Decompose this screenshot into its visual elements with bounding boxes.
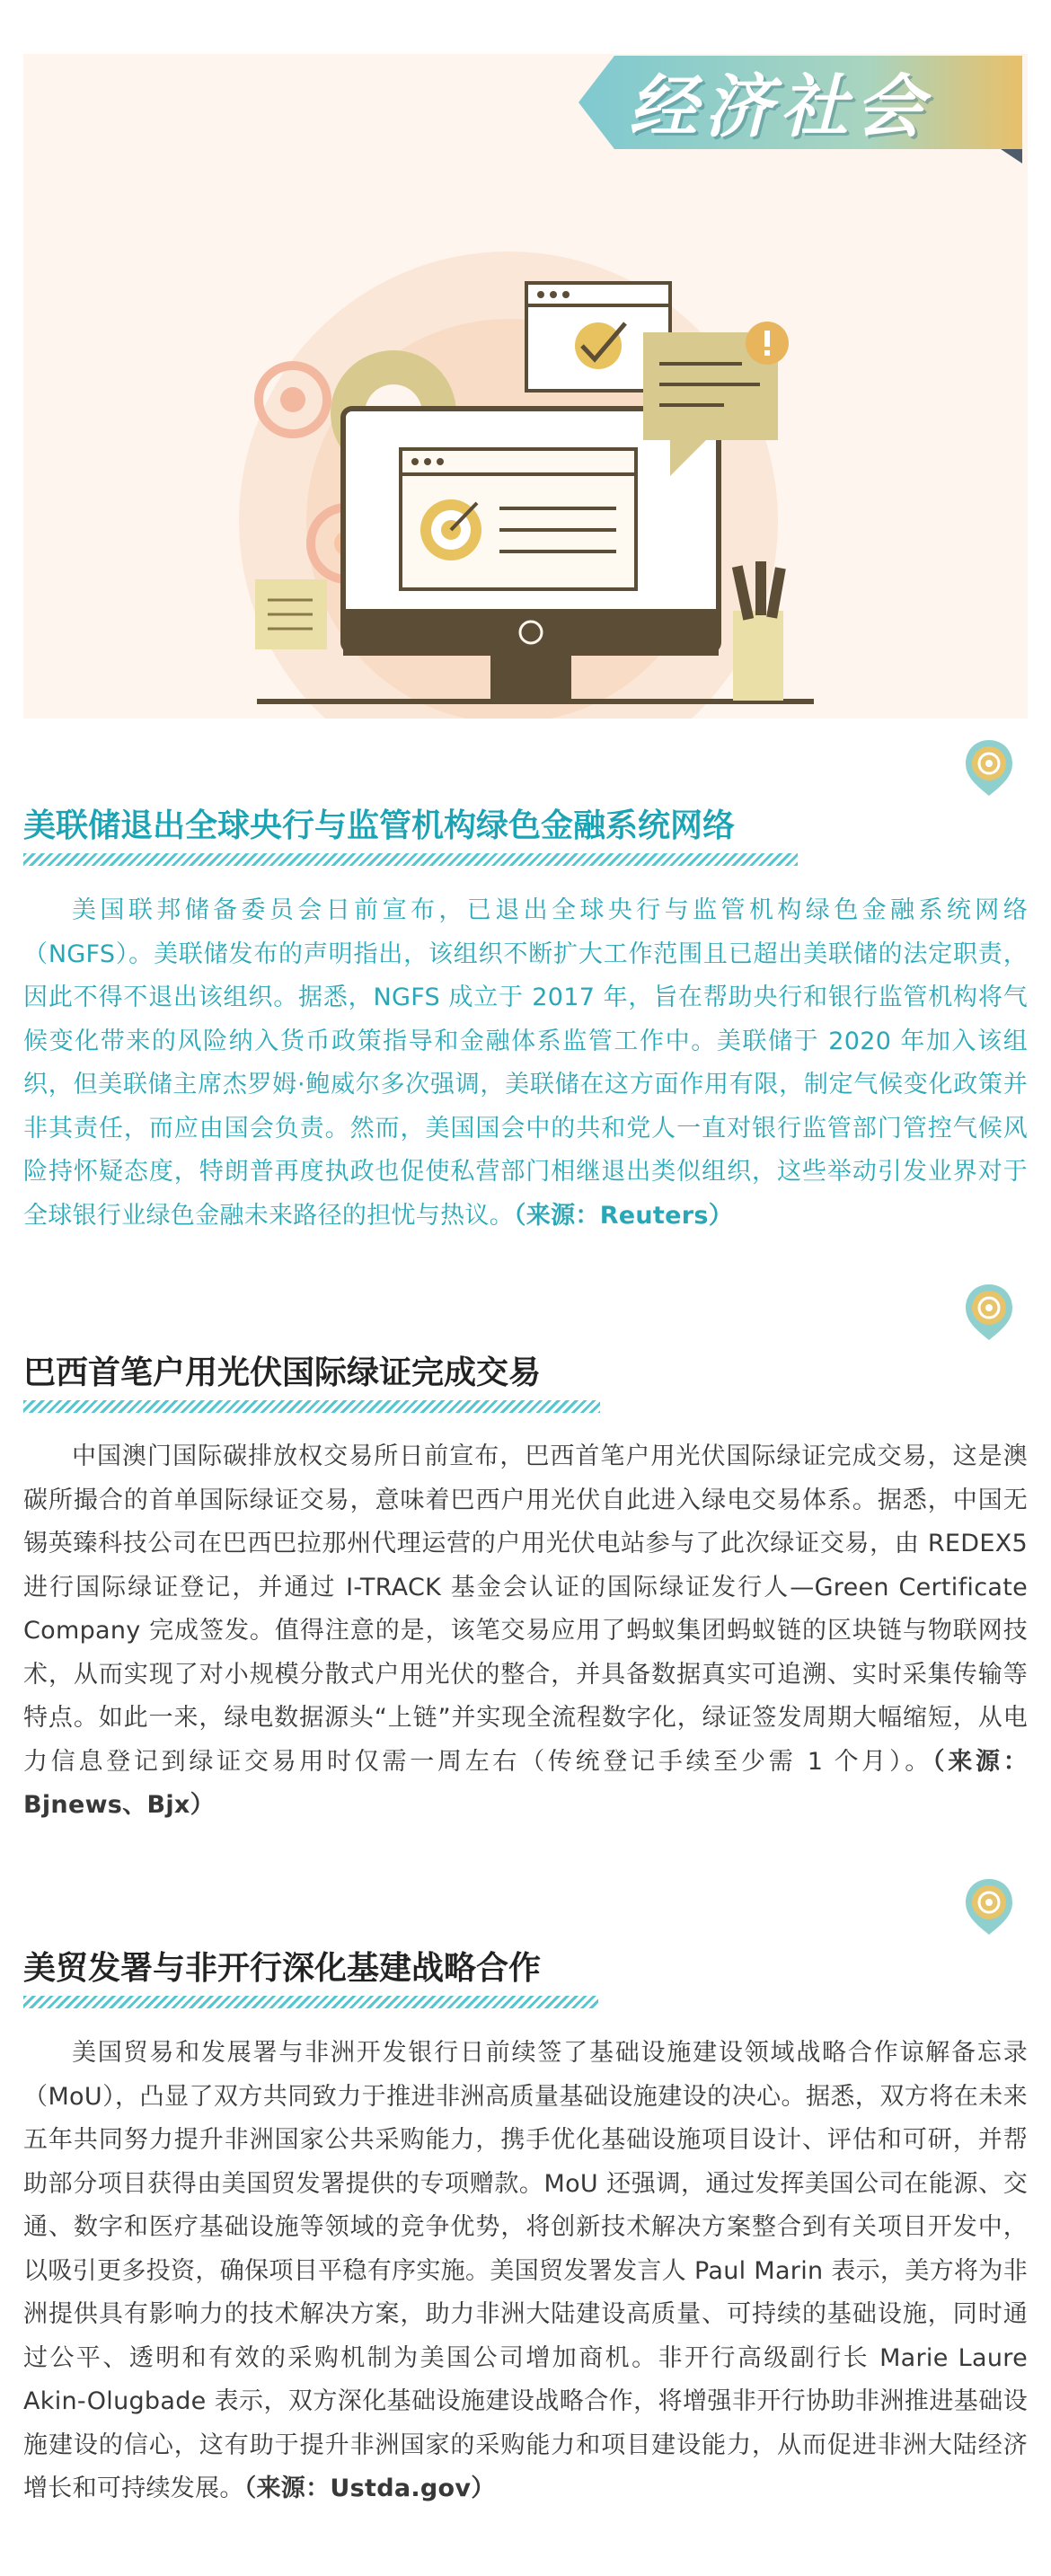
- title-underline-stripe: [23, 853, 798, 866]
- article-source: （来源：Bjnews、Bjx）: [23, 1747, 1029, 1819]
- section-label: 经济社会: [629, 66, 931, 146]
- article-source: （来源：Ustda.gov）: [243, 2475, 496, 2502]
- article-body-text: 美国贸易和发展署与非洲开发银行日前续签了基础设施建设领域战略合作谅解备忘录（MoU），凸显了双方共同致力于推进非洲高质量基础设施建设的决心。据悉，双方将在未来五年共同努力提升非洲国家公共采购能力，携手优化基础设施项目设计、评估和可研，并帮助部分项目获得由美国贸发署提供的专项赠款。MoU 还强调，通过发挥美国公司在能源、交通、数字和医疗基础设施等领域的竞争优势，将创新技术解决方案整合到有关项目开发中，以吸引更多投资，确保项目平稳有序实施。美国贸发署发言人 Paul Marin 表示，美方将为非洲提供具有影响力的技术解决方案，助力非洲大陆建设高质量、可持续的基础设施，同时通过公平、透明和有效的采购机制为美国公司增加商机。非开行高级副行长 Marie Laure Akin-Olugbade 表示，双方深化基础设施建设战略合作，将增强非开行协助非洲推进基础设施建设的信心，这有助于提升非洲国家的采购能力和项目建设能力，从而促进非洲大陆经济增长和可持续发展。: [23, 2039, 1028, 2502]
- pencil-cup-icon: [732, 561, 786, 701]
- article-body-text: 中国澳门国际碳排放权交易所日前宣布，巴西首笔户用光伏国际绿证完成交易，这是澳碳所撮合的首单国际绿证交易，意味着巴西户用光伏自此进入绿电交易体系。据悉，中国无锡英臻科技公司在巴西巴拉那州代理运营的户用光伏电站参与了此次绿证交易，由 REDEX5 进行国际绿证登记，并通过 I-TRACK 基金会认证的国际绿证发行人—Green Certificate Company 完成签发。值得注意的是，该笔交易应用了蚂蚁集团蚂蚁链的区块链与物联网技术，从而实现了对小规模分散式户用光伏的整合，并具备数据真实可追溯、实时采集传输等特点。如此一来，绿电数据源头“上链”并实现全流程数字化，绿证签发周期大幅缩短，从电力信息登记到绿证交易用时仅需一周左右（传统登记手续至少需 1 个月）。: [23, 1442, 1029, 1776]
- article-body-text: 美国联邦储备委员会日前宣布，已退出全球央行与监管机构绿色金融系统网络（NGFS）。美联储发布的声明指出，该组织不断扩大工作范围且已超出美联储的法定职责，因此不得不退出该组织。据悉，NGFS 成立于 2017 年，旨在帮助央行和银行监管机构将气候变化带来的风险纳入货币政策指导和金融体系监管工作中。美联储于 2020 年加入该组织，但美联储主席杰罗姆·鲍威尔多次强调，美联储在这方面作用有限，制定气候变化政策并非其责任，而应由国会负责。然而，美国国会中的共和党人一直对银行监管部门管控气候风险持怀疑态度，特朗普再度执政也促使私营部门相继退出类似组织，这些举动引发业界对于全球银行业绿色金融未来路径的担忧与热议。: [23, 896, 1028, 1230]
- article-body: [23, 2032, 1028, 2511]
- gear-badge-icon: [964, 738, 1014, 798]
- article-body: [23, 1435, 1028, 1828]
- note-icon: [255, 579, 327, 649]
- title-underline-stripe: [23, 1996, 598, 2008]
- title-underline-stripe: [23, 1400, 600, 1413]
- article-title: 美联储退出全球央行与监管机构绿色金融系统网络: [23, 807, 736, 844]
- article-body: [23, 889, 1028, 1238]
- article-title: 巴西首笔户用光伏国际绿证完成交易: [23, 1354, 542, 1391]
- gear-badge-icon: [964, 1877, 1014, 1936]
- article-title: 美贸发署与非开行深化基建战略合作: [23, 1950, 542, 1987]
- article-source: （来源：Reuters）: [514, 1201, 734, 1230]
- target-icon: [420, 499, 481, 560]
- gear-badge-icon: [964, 1283, 1014, 1342]
